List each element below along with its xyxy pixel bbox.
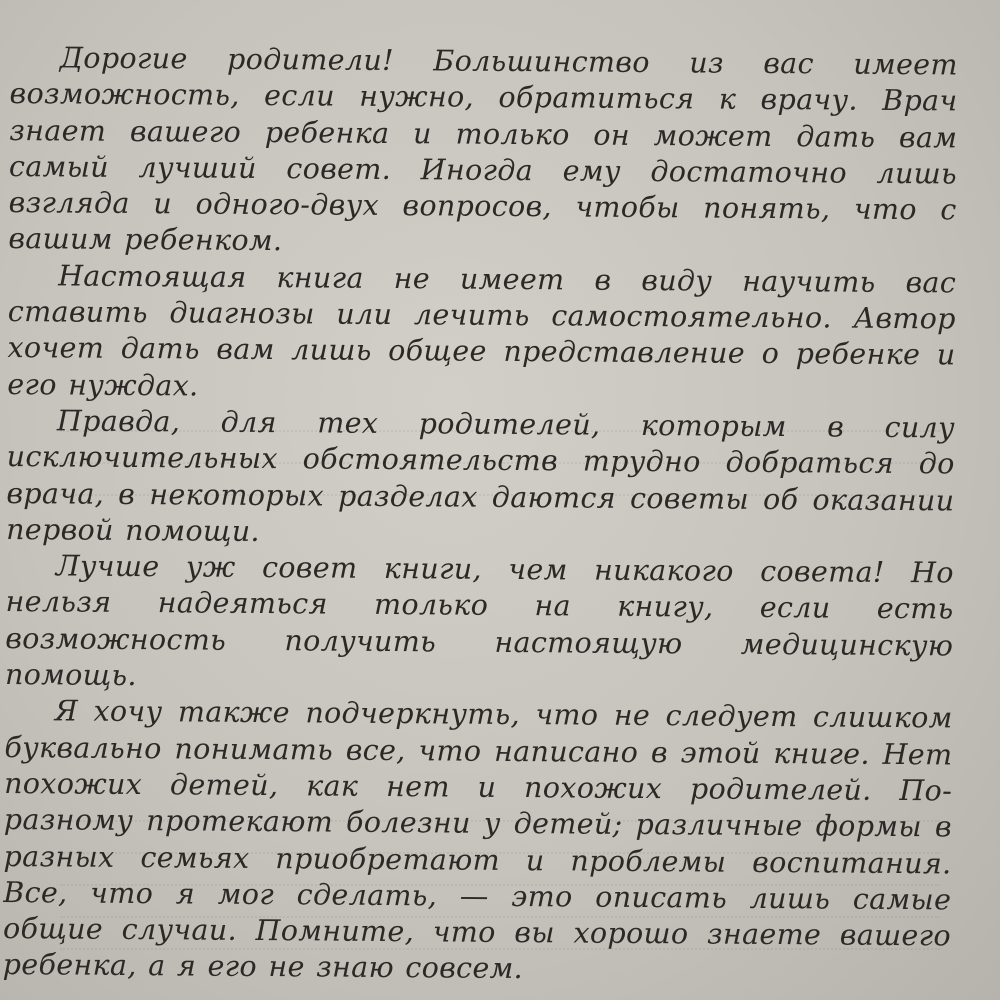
paragraph-3: Правда, для тех родителей, которым в силу исключительных обстоятельств трудно добраться до врача, в некоторых разделах даются советы об оказании первой помощи. bbox=[6, 404, 956, 548]
paragraph-5: Я хочу также подчеркнуть, что не следует слишком буквально понимать все, что написано в этой книге. Нет похожих детей, как нет и похожих родителей. По-разному протекают болезни у детей; различные формы в разных семьях приобретают и проблемы воспитания. Все, что я мог сделать, — это описать лишь самые общие случаи. Помните, что вы хорошо знаете вашего ребенка, а я его не знаю совсем. bbox=[2, 694, 953, 986]
paragraph-1: Дорогие родители! Большинство из вас имеет возможность, если нужно, обратиться к врачу. Врач знает вашего ребенка и только он может дать вам самый лучший совет. Иногда ему достаточно лишь взгляда и одного-двух вопросов, чтобы понять, что с вашим ребенком. bbox=[8, 41, 958, 258]
paragraph-2: Настоящая книга не имеет в виду научить вас ставить диагнозы или лечить самостоятельно. Автор хочет дать вам лишь общее представление о ребенке и его нуждах. bbox=[7, 259, 957, 403]
page-text bbox=[3, 40, 958, 991]
paragraph-4: Лучше уж совет книги, чем никакого совета! Но нельзя надеяться только на книгу, если есть возможность получить настоящую медицинскую помощь. bbox=[4, 549, 954, 693]
